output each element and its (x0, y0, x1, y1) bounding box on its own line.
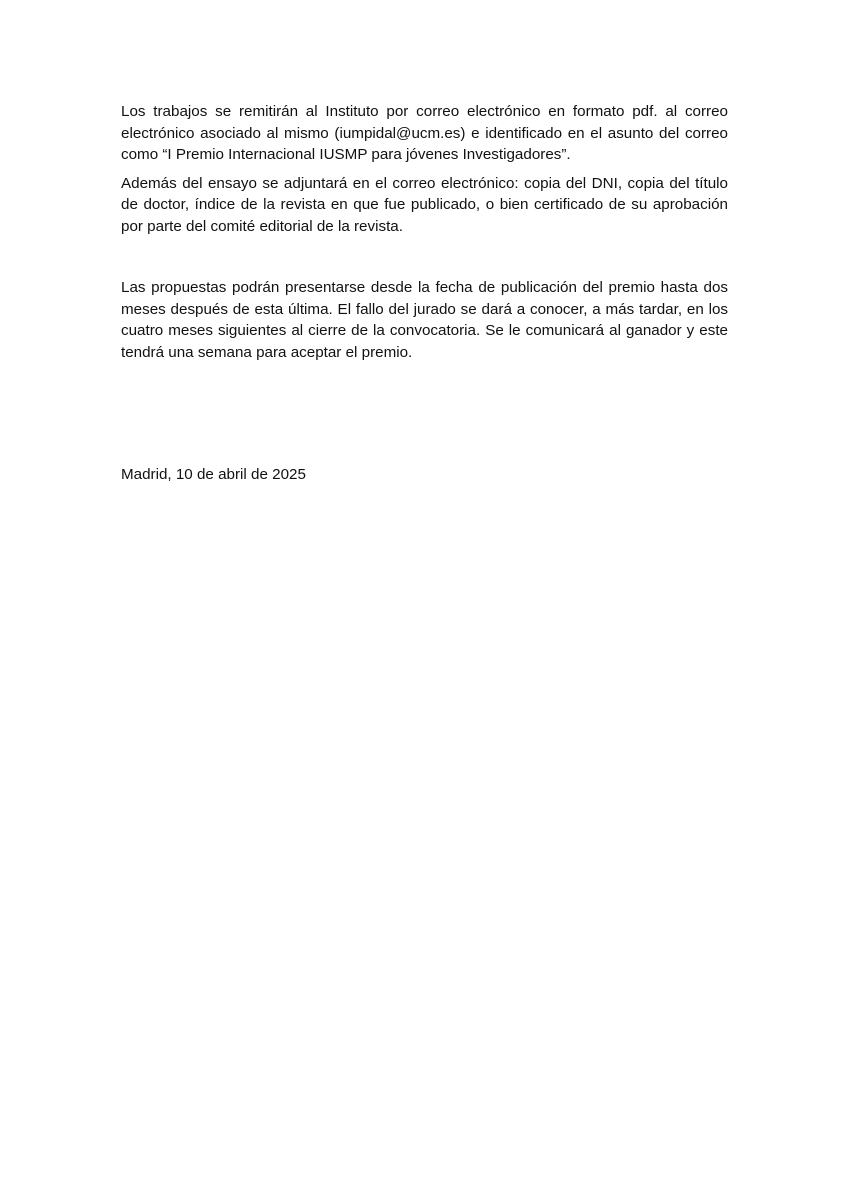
paragraph-attachments: Además del ensayo se adjuntará en el correo electrónico: copia del DNI, copia del título de doctor, índice de la revista en que fue publicado, o bien certificado de su aprobación por parte del comité editorial de la revista. (121, 174, 728, 235)
paragraph-submission: Los trabajos se remitirán al Instituto por correo electrónico en formato pdf. al correo electrónico asociado al mismo (iumpidal@ucm.es) e identificado en el asunto del correo como “I Premio Internacional IUSMP para jóvenes Investigadores”. (121, 103, 728, 163)
document-body (121, 101, 728, 363)
paragraph-deadlines: Las propuestas podrán presentarse desde la fecha de publicación del premio hasta dos meses después de esta última. El fallo del jurado se dará a conocer, a más tardar, en los cuatro meses siguientes al cierre de la convocatoria. Se le comunicará al ganador y este tendrá una semana para aceptar el premio. (121, 279, 728, 361)
place-date: Madrid, 10 de abril de 2025 (121, 466, 306, 483)
